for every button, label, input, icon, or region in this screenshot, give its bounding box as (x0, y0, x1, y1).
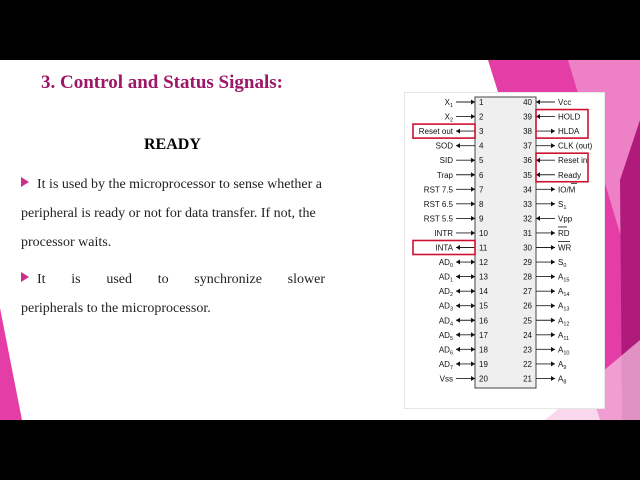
pin-label-main: S (558, 199, 564, 209)
pin-label-main: A (558, 345, 564, 355)
pin-label-subscript: 1 (449, 277, 453, 284)
pin-label-38 (558, 127, 580, 136)
pin-number-31: 31 (523, 228, 532, 238)
pin-label-35 (558, 171, 581, 180)
pin-number-38: 38 (523, 127, 532, 137)
bullet-2 (21, 265, 325, 323)
pin-label-main: Vcc (558, 98, 572, 107)
pin-label-37 (558, 142, 593, 151)
pin-number-1: 1 (479, 98, 484, 107)
pin-number-32: 32 (523, 214, 532, 224)
pin-label-11 (435, 244, 453, 253)
slide-title: 3. Control and Status Signals: (41, 72, 283, 93)
pin-number-35: 35 (523, 170, 532, 180)
pin-number-27: 27 (523, 287, 532, 297)
pin-label-main: X (444, 112, 450, 122)
pin-label-30 (558, 244, 572, 253)
pin-number-9: 9 (479, 214, 484, 224)
pin-number-26: 26 (523, 301, 532, 311)
bullet-2-line-1-row (21, 265, 325, 294)
pin-label-main: RST 6.5 (423, 199, 453, 209)
pin-label-subscript: 6 (449, 350, 453, 357)
pin-number-28: 28 (523, 272, 532, 282)
pin-label-main: SID (439, 156, 453, 166)
pin-label-main: A (558, 287, 564, 297)
pin-label-3 (419, 127, 454, 136)
pin-label-20 (440, 374, 453, 383)
pin-label-subscript: 10 (563, 350, 570, 357)
pin-label-main: CLK (out) (558, 141, 593, 151)
pin-label-main: RST 5.5 (423, 214, 453, 224)
pin-label-subscript: 14 (563, 292, 570, 299)
pin-label-10 (434, 229, 453, 238)
pin-label-subscript: 3 (449, 306, 453, 313)
pin-label-main: AD (438, 330, 450, 340)
pin-number-10: 10 (479, 228, 488, 238)
pin-number-36: 36 (523, 156, 532, 166)
pin-number-12: 12 (479, 258, 488, 268)
bullet-triangle-icon (21, 177, 29, 187)
pin-number-3: 3 (479, 127, 484, 137)
pin-label-5 (440, 156, 454, 165)
bullet-1-text: It is used by the microprocessor to sense whether a peripheral is ready or not for data transfer. If not, the processor waits. (21, 177, 322, 250)
pin-label-main: AD (438, 287, 450, 297)
pin-label-main: Reset out (418, 127, 453, 137)
pin-number-25: 25 (523, 316, 532, 326)
pin-label-main: INTR (434, 228, 453, 238)
pin-number-17: 17 (479, 330, 488, 340)
bullet-2-line-2: peripherals to the microprocessor. (21, 301, 211, 316)
pin-label-subscript: 15 (563, 277, 570, 284)
pin-number-18: 18 (479, 345, 488, 355)
pin-number-22: 22 (523, 359, 532, 369)
pin-number-29: 29 (523, 258, 532, 268)
pin-label-subscript: 2 (449, 292, 453, 299)
pin-label-36 (558, 156, 587, 165)
pin-label-subscript: 9 (563, 364, 567, 371)
pin-number-11: 11 (479, 243, 488, 253)
pin-label-subscript: 0 (449, 263, 453, 270)
pin-label-6 (437, 171, 454, 180)
pin-number-23: 23 (523, 345, 532, 355)
pin-label-main: Reset in (558, 156, 588, 166)
pin-number-39: 39 (523, 112, 532, 122)
pin-label-subscript: 4 (449, 321, 453, 328)
pin-number-13: 13 (479, 272, 488, 282)
pin-diagram-8085 (404, 92, 605, 409)
pin-label-main: INTA (435, 243, 453, 253)
pin-label-subscript: 2 (449, 117, 453, 124)
pin-number-4: 4 (479, 141, 484, 151)
pin-number-8: 8 (479, 199, 484, 209)
pin-label-main: A (558, 272, 564, 282)
pin-label-7 (424, 185, 454, 194)
pin-label-subscript: 11 (563, 335, 570, 342)
pin-number-37: 37 (523, 141, 532, 151)
pin-label-8 (424, 200, 454, 209)
pin-label-main: Trap (436, 170, 453, 180)
pin-number-6: 6 (479, 170, 484, 180)
pin-label-main: Vss (439, 374, 453, 384)
pin-label-subscript: 1 (449, 103, 453, 109)
pin-label-9 (424, 214, 454, 223)
pin-label-31 (558, 229, 570, 238)
pin-label-4 (436, 142, 454, 151)
slide-subtitle: READY (144, 136, 201, 153)
pin-label-main: X (444, 98, 450, 107)
pin-label-main: WR (558, 243, 572, 253)
pin-label-subscript: 8 (563, 379, 567, 386)
pin-number-16: 16 (479, 316, 488, 326)
bullet-triangle-icon (21, 272, 29, 282)
pin-label-main: AD (438, 272, 450, 282)
pin-number-7: 7 (479, 185, 484, 195)
pin-label-main: A (558, 301, 564, 311)
left-pink-corner (0, 308, 22, 420)
pin-label-main: AD (438, 258, 450, 268)
pin-number-2: 2 (479, 112, 484, 122)
pin-label-main: S (558, 258, 564, 268)
bullet-1 (21, 170, 325, 257)
pin-number-30: 30 (523, 243, 532, 253)
pin-label-subscript: 1 (563, 204, 567, 211)
pin-label-subscript: 13 (563, 306, 570, 313)
pin-label-main: RST 7.5 (423, 185, 453, 195)
pin-label-32 (558, 214, 573, 223)
pin-number-40: 40 (523, 98, 532, 107)
pin-label-39 (558, 113, 580, 122)
pin-label-subscript: 5 (449, 335, 453, 342)
slide (0, 60, 640, 420)
pin-label-main: A (558, 359, 564, 369)
pin-label-main: AD (438, 301, 450, 311)
pin-number-21: 21 (523, 374, 532, 384)
pin-number-19: 19 (479, 359, 488, 369)
bullet-2-line-1: It is used to synchronize slower (37, 272, 325, 287)
pin-label-main: Vpp (558, 214, 573, 224)
chip-body (475, 97, 536, 388)
pin-label-main: RD (558, 228, 570, 238)
pin-number-14: 14 (479, 287, 488, 297)
pin-number-15: 15 (479, 301, 488, 311)
pin-number-34: 34 (523, 185, 532, 195)
pin-label-subscript: 7 (449, 364, 453, 371)
pin-label-main: A (558, 316, 564, 326)
pin-label-main: AD (438, 359, 450, 369)
pin-number-5: 5 (479, 156, 484, 166)
pin-label-main: AD (438, 316, 450, 326)
pin-label-main: A (558, 374, 564, 384)
pin-label-main: Ready (558, 170, 582, 180)
pin-label-main: IO/M (558, 185, 576, 195)
pin-number-20: 20 (479, 374, 488, 384)
pin-label-40 (558, 98, 571, 107)
pin-number-33: 33 (523, 199, 532, 209)
pin-label-main: AD (438, 345, 450, 355)
pin-label-main: SOD (435, 141, 453, 151)
pin-label-subscript: 0 (563, 263, 567, 270)
pin-label-main: HLDA (558, 127, 580, 137)
pin-label-34 (558, 185, 576, 194)
pin-number-24: 24 (523, 330, 532, 340)
pin-label-main: A (558, 330, 564, 340)
pin-label-subscript: 12 (563, 321, 570, 328)
pin-label-main: HOLD (558, 112, 581, 122)
